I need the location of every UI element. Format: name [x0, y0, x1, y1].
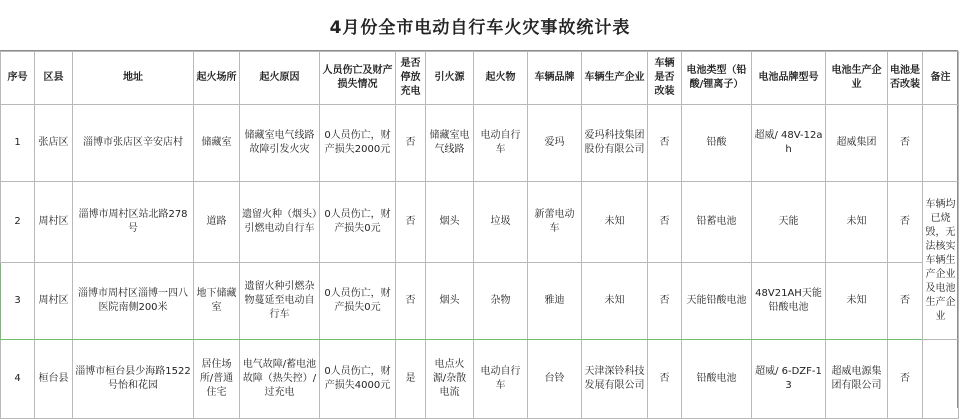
- cell-brand: 台铃: [528, 340, 582, 419]
- cell-loss: 0人员伤亡，财产损失0元: [320, 182, 396, 263]
- cell-no: 1: [1, 105, 35, 182]
- cell-modified: 否: [648, 340, 682, 419]
- cell-no: 4: [1, 340, 35, 419]
- col-header-remark: 备注: [923, 52, 959, 105]
- cell-battery-modified: 否: [888, 340, 923, 419]
- cell-battery-model: 天能: [752, 182, 826, 263]
- cell-maker: 未知: [582, 182, 648, 263]
- cell-material: 杂物: [474, 263, 528, 340]
- cell-charging: 否: [396, 182, 426, 263]
- col-header-battery-type: 电池类型（铅酸/锂离子）: [682, 52, 752, 105]
- cell-ignition: 烟头: [426, 182, 474, 263]
- cell-address: 淄博市周村区站北路278号: [73, 182, 194, 263]
- cell-battery-maker: 未知: [826, 182, 888, 263]
- cell-battery-type: 铅蓄电池: [682, 182, 752, 263]
- cell-district: 桓台县: [35, 340, 73, 419]
- cell-battery-modified: 否: [888, 182, 923, 263]
- statistics-table-container: [0, 50, 958, 408]
- cell-battery-maker: 超威集团: [826, 105, 888, 182]
- cell-district: 周村区: [35, 182, 73, 263]
- col-header-material: 起火物: [474, 52, 528, 105]
- cell-modified: 否: [648, 105, 682, 182]
- cell-address: 淄博市桓台县少海路1522号怡和花园: [73, 340, 194, 419]
- cell-cause: 电气故障/蓄电池故障（热失控）/过充电: [240, 340, 320, 419]
- cell-ignition: 烟头: [426, 263, 474, 340]
- col-header-battery-maker: 电池生产企业: [826, 52, 888, 105]
- col-header-battery-model: 电池品牌型号: [752, 52, 826, 105]
- cell-loss: 0人员伤亡，财产损失4000元: [320, 340, 396, 419]
- col-header-address: 地址: [73, 52, 194, 105]
- col-header-battery-modified: 电池是否改装: [888, 52, 923, 105]
- cell-place: 地下储藏室: [194, 263, 240, 340]
- cell-charging: 是: [396, 340, 426, 419]
- col-header-ignition: 引火源: [426, 52, 474, 105]
- cell-no: 3: [1, 263, 35, 340]
- cell-maker: 未知: [582, 263, 648, 340]
- cell-maker: 爱玛科技集团股份有限公司: [582, 105, 648, 182]
- cell-maker: 天津深铃科技发展有限公司: [582, 340, 648, 419]
- cell-battery-type: 铅酸: [682, 105, 752, 182]
- table-row: [1, 182, 959, 263]
- cell-modified: 否: [648, 182, 682, 263]
- cell-place: 储藏室: [194, 105, 240, 182]
- col-header-loss: 人员伤亡及财产损失情况: [320, 52, 396, 105]
- cell-battery-maker: 超威电源集团有限公司: [826, 340, 888, 419]
- header-row: [1, 52, 959, 105]
- table-title: 4月份全市电动自行车火灾事故统计表: [329, 17, 631, 38]
- cell-ignition: 电点火源/杂散电流: [426, 340, 474, 419]
- col-header-no: 序号: [1, 52, 35, 105]
- cell-battery-model: 超威/ 48V-12ah: [752, 105, 826, 182]
- cell-battery-model: 48V21AH天能铅酸电池: [752, 263, 826, 340]
- table-row: [1, 105, 959, 182]
- cell-place: 居住场所/普通住宅: [194, 340, 240, 419]
- cell-remark-empty: [923, 340, 959, 419]
- col-header-brand: 车辆品牌: [528, 52, 582, 105]
- cell-battery-maker: 未知: [826, 263, 888, 340]
- col-header-place: 起火场所: [194, 52, 240, 105]
- cell-material: 电动自行车: [474, 340, 528, 419]
- col-header-cause: 起火原因: [240, 52, 320, 105]
- statistics-table: [0, 51, 959, 419]
- col-header-district: 区县: [35, 52, 73, 105]
- cell-cause: 储藏室电气线路故障引发火灾: [240, 105, 320, 182]
- cell-no: 2: [1, 182, 35, 263]
- col-header-modified: 车辆是否改装: [648, 52, 682, 105]
- cell-brand: 爱玛: [528, 105, 582, 182]
- table-row: [1, 263, 959, 340]
- cell-address: 淄博市张店区辛安店村: [73, 105, 194, 182]
- cell-address: 淄博市周村区淄博一四八医院南侧200米: [73, 263, 194, 340]
- cell-battery-modified: 否: [888, 263, 923, 340]
- cell-district: 周村区: [35, 263, 73, 340]
- cell-material: 垃圾: [474, 182, 528, 263]
- cell-brand: 新蕾电动车: [528, 182, 582, 263]
- cell-cause: 遗留火种（烟头）引燃电动自行车: [240, 182, 320, 263]
- cell-place: 道路: [194, 182, 240, 263]
- cell-battery-model: 超威/ 6-DZF-13: [752, 340, 826, 419]
- cell-brand: 雅迪: [528, 263, 582, 340]
- cell-remark-empty: [923, 105, 959, 182]
- cell-cause: 遗留火种引燃杂物蔓延至电动自行车: [240, 263, 320, 340]
- cell-remark: 车辆均已烧毁，无法核实车辆生产企业及电池生产企业: [923, 182, 959, 340]
- col-header-maker: 车辆生产企业: [582, 52, 648, 105]
- table-row: [1, 340, 959, 419]
- cell-ignition: 储藏室电气线路: [426, 105, 474, 182]
- col-header-charging: 是否停放充电: [396, 52, 426, 105]
- cell-charging: 否: [396, 263, 426, 340]
- cell-loss: 0人员伤亡，财产损失0元: [320, 263, 396, 340]
- cell-loss: 0人员伤亡，财产损失2000元: [320, 105, 396, 182]
- cell-battery-type: 铅酸电池: [682, 340, 752, 419]
- cell-battery-modified: 否: [888, 105, 923, 182]
- cell-battery-type: 天能铅酸电池: [682, 263, 752, 340]
- cell-material: 电动自行车: [474, 105, 528, 182]
- cell-charging: 否: [396, 105, 426, 182]
- cell-modified: 否: [648, 263, 682, 340]
- cell-district: 张店区: [35, 105, 73, 182]
